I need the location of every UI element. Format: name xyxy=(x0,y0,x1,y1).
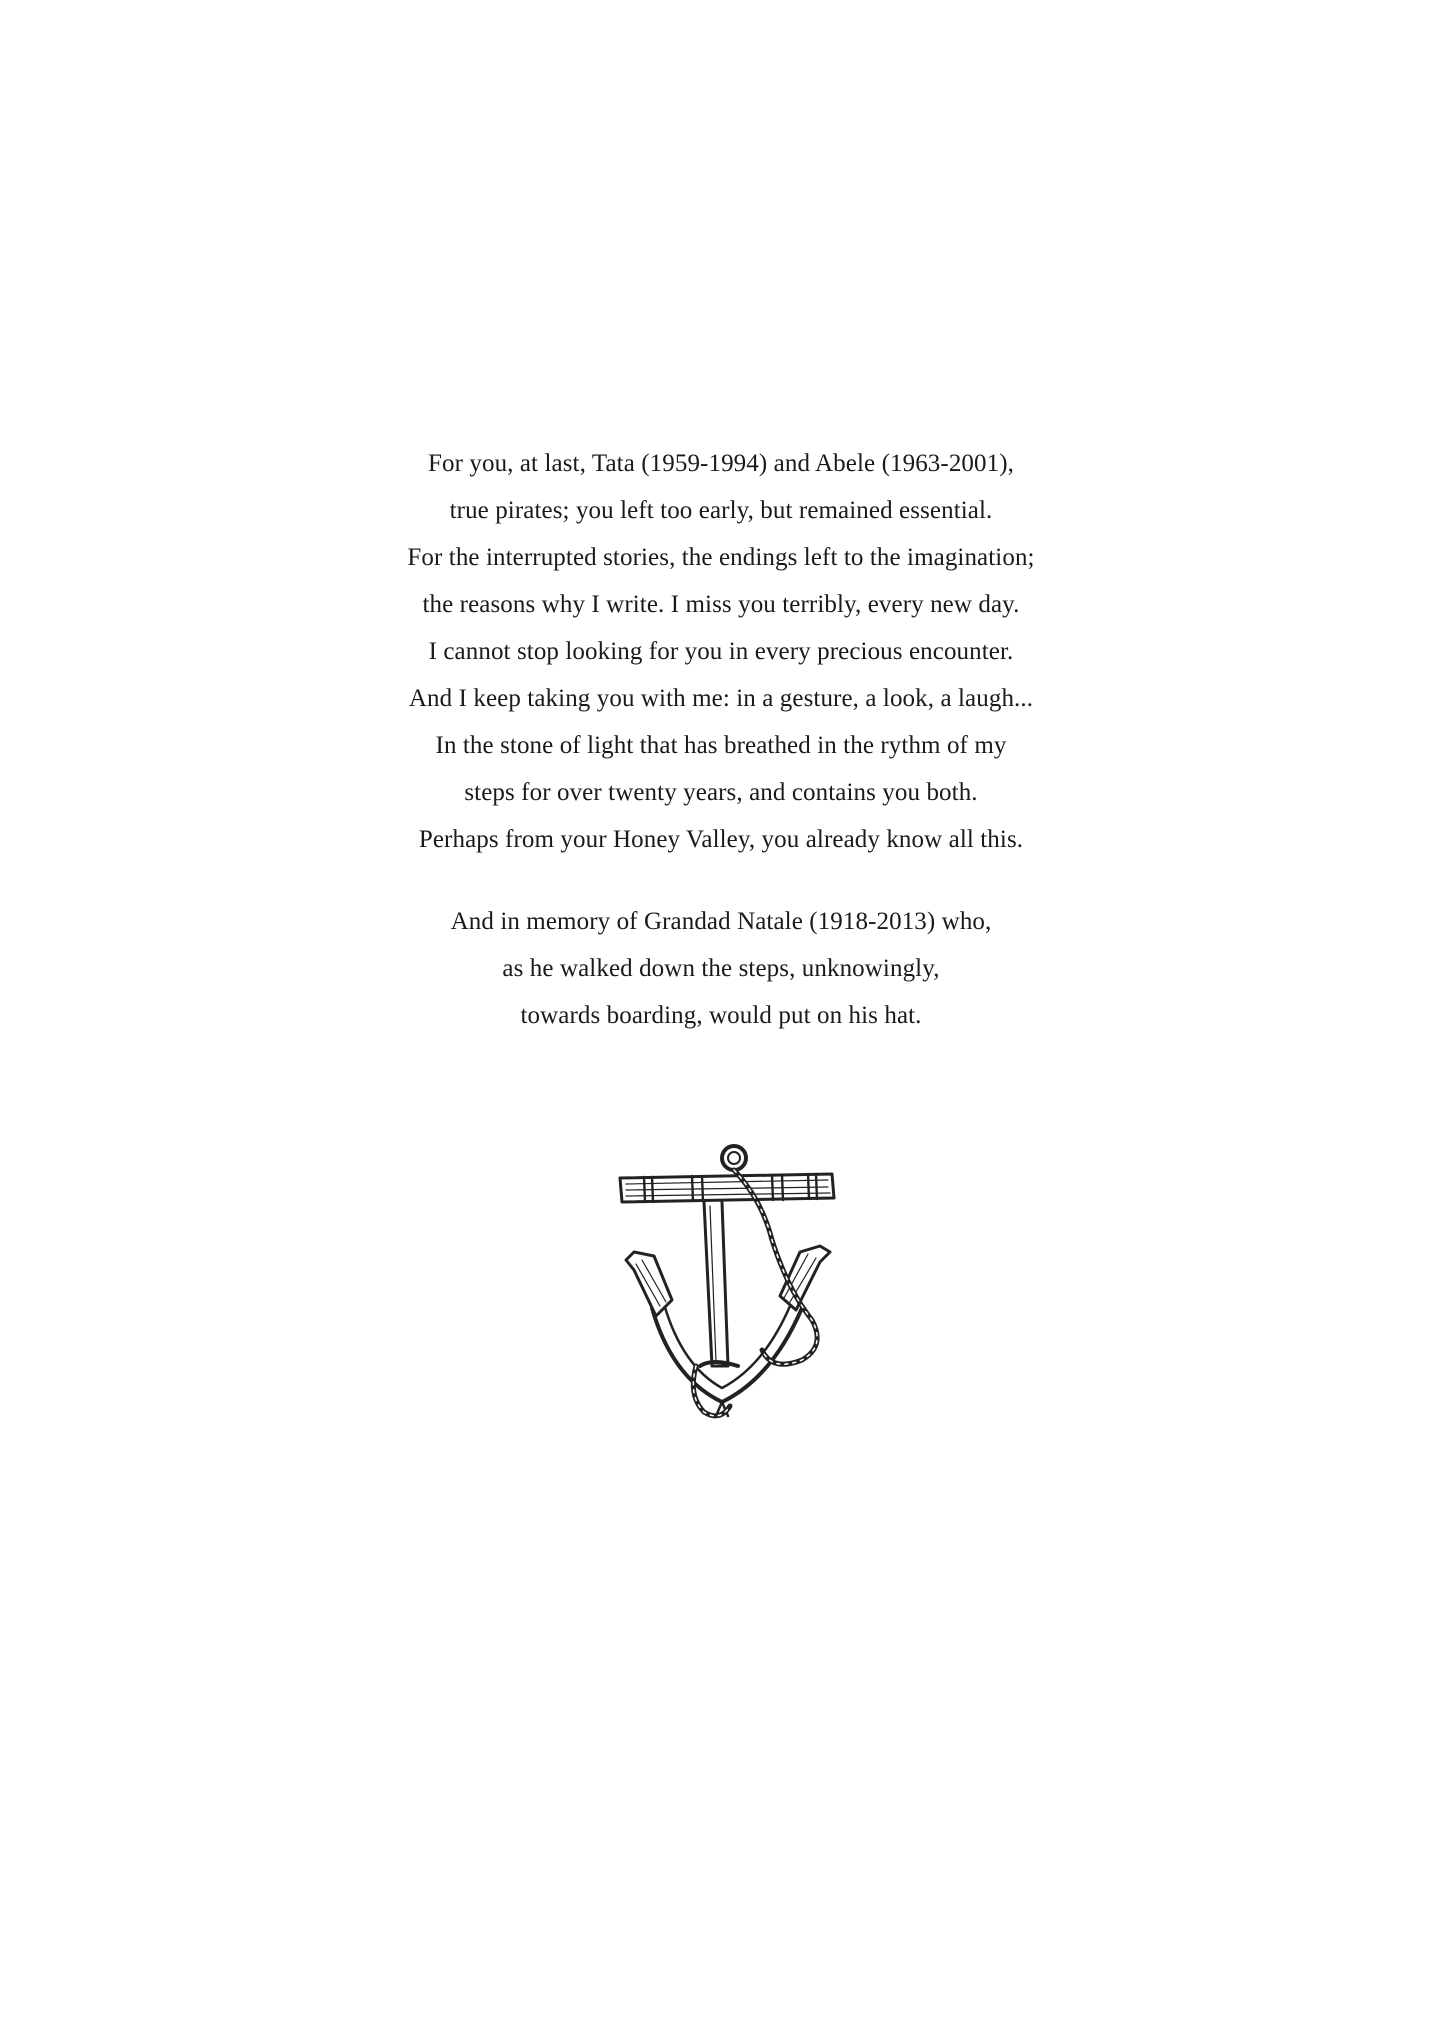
anchor-icon xyxy=(612,1140,842,1430)
dedication-line: towards boarding, would put on his hat. xyxy=(520,1002,922,1029)
dedication-line: steps for over twenty years, and contains you both. xyxy=(464,779,978,806)
dedication-line: I cannot stop looking for you in every precious encounter. xyxy=(428,638,1014,665)
dedication-line: For you, at last, Tata (1959-1994) and Abele (1963-2001), xyxy=(427,450,1014,477)
dedication-line: For the interrupted stories, the endings left to the imagination; xyxy=(407,544,1035,571)
dedication-line: And in memory of Grandad Natale (1918-2013) who, xyxy=(450,908,992,935)
dedication-stanza-first xyxy=(0,440,1442,863)
dedication-line: Perhaps from your Honey Valley, you already know all this. xyxy=(418,826,1024,853)
dedication-line: In the stone of light that has breathed in the rythm of my xyxy=(435,732,1007,759)
dedication-line: And I keep taking you with me: in a gesture, a look, a laugh... xyxy=(408,685,1034,712)
dedication-stanza-memory xyxy=(0,898,1442,1039)
dedication-line: as he walked down the steps, unknowingly, xyxy=(502,955,940,982)
dedication-line: true pirates; you left too early, but remained essential. xyxy=(449,497,993,524)
dedication-line: the reasons why I write. I miss you terribly, every new day. xyxy=(422,591,1020,618)
